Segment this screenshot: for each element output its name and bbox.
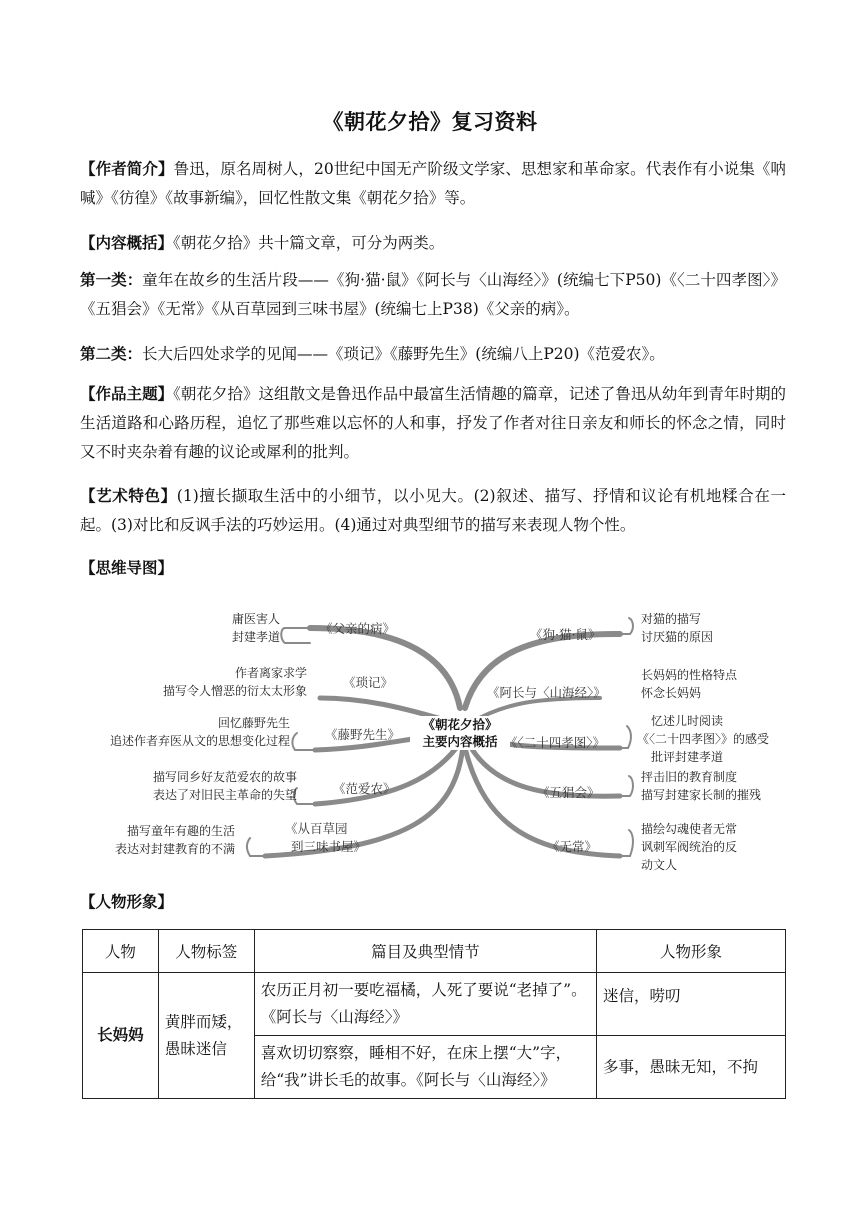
class1-section — [80, 266, 786, 324]
mm-right-3-desc — [637, 712, 769, 766]
mm-right-5-desc2: 讽刺军阀统治的反 — [641, 840, 738, 854]
col-header-tag: 人物标签 — [158, 930, 254, 973]
mm-right-1-desc1: 对猫的描写 — [641, 612, 702, 626]
mm-left-3-desc2: 追述作者弃医从文的思想变化过程 — [109, 734, 290, 748]
mm-left-5-branch2: 到三味书屋》 — [291, 839, 367, 854]
mm-right-5-desc1: 描绘勾魂使者无常 — [641, 822, 738, 836]
summary-text: 《朝花夕拾》共十篇文章，可分为两类。 — [173, 234, 445, 252]
mm-left-5-desc2: 表达对封建教育的不满 — [114, 842, 235, 856]
mm-left-5-desc — [95, 822, 235, 858]
mm-right-5-desc — [641, 820, 737, 874]
mm-center-line1: 《朝花夕拾》 — [422, 717, 498, 732]
characters-table — [82, 929, 786, 1099]
mm-right-1-desc2: 讨厌猫的原因 — [641, 630, 714, 644]
mm-left-4-branch: 《范爱农》 — [333, 781, 396, 796]
mm-left-2-branch: 《琐记》 — [343, 675, 394, 690]
col-header-person: 人物 — [83, 930, 159, 973]
mm-left-2-desc — [115, 664, 307, 700]
author-label: 【作者简介】 — [80, 160, 174, 178]
mm-left-4-desc — [85, 768, 297, 804]
table-row — [83, 973, 786, 1036]
mm-right-2-desc2: 怀念长妈妈 — [641, 686, 702, 700]
mm-left-5-branch1: 《从百草园 — [285, 821, 348, 836]
mm-right-3-desc2: 《〈二十四孝图〉》的感受 — [637, 732, 770, 746]
mm-right-4-desc1: 抨击旧的教育制度 — [641, 770, 738, 784]
cell-plot-2-text: 喜欢切切察察，睡相不好，在床上摆“大”字，给“我”讲长毛的故事。《阿长与〈山海经〉》 — [260, 1044, 572, 1089]
class1-label: 第一类： — [80, 271, 143, 289]
mm-left-4-desc2: 表达了对旧民主革命的失望 — [152, 788, 297, 802]
mm-left-3-desc1: 回忆藤野先生 — [217, 716, 290, 730]
theme-text: 《朝花夕拾》这组散文是鲁迅作品中最富生活情趣的篇章，记述了鲁迅从幼年到青年时期的生活道路和心路历程，追忆了那些难以忘怀的人和事，抒发了作者对往日亲友和师长的怀念之情，同时又不时夹杂着有趣的议论或犀利的批判。 — [80, 385, 786, 461]
mm-right-2-branch: 《阿长与〈山海经〉》 — [487, 685, 606, 700]
mm-left-2-desc2: 描写令人憎恶的衍太太形象 — [162, 684, 307, 698]
mm-left-1-desc — [205, 610, 280, 646]
author-text: 鲁迅，原名周树人，20世纪中国无产阶级文学家、思想家和革命家。代表作有小说集《呐喊》《彷徨》《故事新编》，回忆性散文集《朝花夕拾》等。 — [80, 160, 786, 207]
mm-center — [410, 716, 510, 750]
document-title: 《朝花夕拾》复习资料 — [322, 110, 538, 134]
mm-right-4-desc2: 描写封建家长制的摧残 — [641, 788, 762, 802]
art-label: 【艺术特色】 — [80, 487, 177, 505]
mm-right-3-desc3: 批评封建孝道 — [651, 750, 724, 764]
characters-heading: 【人物形象】 — [80, 893, 174, 911]
mm-right-4-branch: 《五猖会》 — [537, 785, 600, 800]
mm-left-5-desc1: 描写童年有趣的生活 — [126, 824, 235, 838]
mm-left-3-branch: 《藤野先生》 — [325, 727, 401, 742]
author-section — [80, 155, 786, 213]
theme-section — [80, 380, 786, 467]
mm-left-5-branch — [285, 820, 366, 856]
mm-left-1-desc2: 封建孝道 — [231, 630, 280, 644]
art-section — [80, 482, 786, 540]
cell-plot-1: 农历正月初一要吃福橘，人死了要说“老掉了”。《阿长与〈山海经〉》 — [254, 973, 596, 1036]
class2-section — [80, 340, 786, 369]
mm-left-4-desc1: 描写同乡好友范爱农的故事 — [152, 770, 297, 784]
cell-plot-2 — [254, 1036, 596, 1099]
summary-label: 【内容概括】 — [80, 234, 174, 252]
cell-person-tag: 黄胖而矮，愚昧迷信 — [158, 973, 254, 1099]
class2-label: 第二类： — [80, 345, 143, 363]
class2-text: 长大后四处求学的见闻——《琐记》《藤野先生》(统编八上P20)《范爱农》。 — [142, 345, 665, 363]
mm-left-2-desc1: 作者离家求学 — [234, 666, 307, 680]
cell-image-1: 迷信，唠叨 — [597, 973, 786, 1036]
col-header-plot: 篇目及典型情节 — [254, 930, 596, 973]
table-header-row — [83, 930, 786, 973]
mm-left-1-desc1: 庸医害人 — [231, 612, 280, 626]
mm-right-1-branch: 《狗·猫·鼠》 — [530, 627, 601, 642]
mm-center-line2: 主要内容概括 — [422, 734, 498, 749]
mindmap-heading: 【思维导图】 — [80, 559, 174, 577]
mm-right-3-desc1: 忆述儿时阅读 — [651, 714, 724, 728]
art-text: (1)擅长撷取生活中的小细节，以小见大。(2)叙述、描写、抒情和议论有机地糅合在一起。(3)对比和反讽手法的巧妙运用。(4)通过对典型细节的描写来表现人物个性。 — [80, 487, 786, 534]
mm-right-1-desc — [641, 610, 713, 646]
cell-person-name: 长妈妈 — [83, 973, 159, 1099]
class1-text: 童年在故乡的生活片段——《狗·猫·鼠》《阿长与〈山海经〉》(统编七下P50)《〈二十四孝图〉》《五猖会》《无常》《从百草园到三味书屋》(统编七上P38)《父亲的病》。 — [80, 271, 786, 318]
mm-left-3-desc — [75, 714, 290, 750]
mm-right-3-branch: 《〈二十四孝图〉》 — [505, 735, 606, 750]
theme-label: 【作品主题】 — [80, 385, 174, 403]
col-header-image: 人物形象 — [597, 930, 786, 973]
mm-right-4-desc — [641, 768, 761, 804]
mm-right-2-desc — [641, 666, 737, 702]
cell-image-2: 多事，愚昧无知，不拘 — [597, 1036, 786, 1099]
mind-map — [75, 598, 805, 870]
mm-right-2-desc1: 长妈妈的性格特点 — [641, 668, 738, 682]
summary-section — [80, 229, 786, 258]
mm-left-1-branch: 《父亲的病》 — [320, 621, 396, 636]
mm-right-5-branch: 《无常》 — [547, 839, 598, 854]
mm-right-5-desc3: 动文人 — [641, 858, 678, 872]
